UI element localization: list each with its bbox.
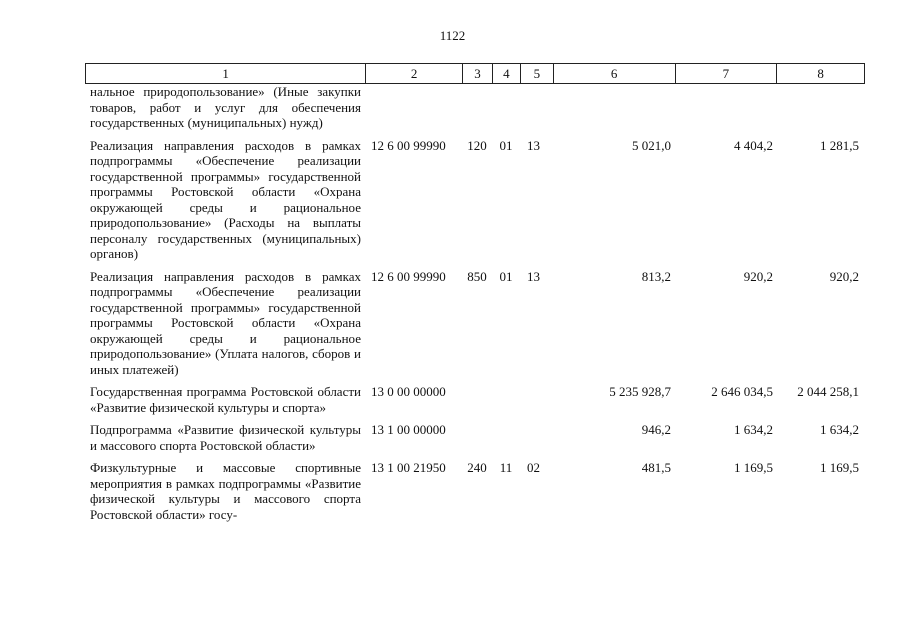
row-amount-col6: 5 021,0 xyxy=(632,137,671,153)
header-col-1: 1 xyxy=(222,66,229,81)
row-description: Реализация направления расходов в рамках подпрограммы «Обеспечение реализации государственной программы» государственной программы Ростовской области «Охрана окружающей среды и рациональное природопользование» (Уплата налогов, сборов и иных платежей) xyxy=(90,268,361,377)
row-description: Государственная программа Ростовской области «Развитие физической культуры и спорта» xyxy=(90,384,361,415)
budget-table xyxy=(85,63,865,522)
row-section: 11 xyxy=(499,460,513,475)
row-amount-col6: 481,5 xyxy=(641,460,671,475)
row-description: Физкультурные и массовые спортивные мероприятия в рамках подпрограммы «Развитие физической культуры и массового спорта Ростовской области» госу- xyxy=(90,460,361,522)
row-target-code: 13 1 00 21950 xyxy=(371,460,446,475)
table-row xyxy=(85,384,865,415)
row-amount-col8: 1 169,5 xyxy=(820,460,859,475)
row-amount-col8: 1 281,5 xyxy=(820,137,859,153)
row-section: 01 xyxy=(499,268,513,284)
header-col-5: 5 xyxy=(520,64,553,83)
table-row xyxy=(85,269,865,378)
table-row xyxy=(85,138,865,262)
row-amount-col6: 5 235 928,7 xyxy=(609,384,671,399)
row-target-code: 12 6 00 99990 xyxy=(371,137,446,153)
table-row xyxy=(85,84,865,131)
row-subsection: 13 xyxy=(527,268,540,284)
row-amount-col7: 2 646 034,5 xyxy=(711,384,773,399)
row-description: Реализация направления расходов в рамках подпрограммы «Обеспечение реализации государственной программы» государственной программы Ростовской области «Охрана окружающей среды и рациональное природопользование» (Расходы на выплаты персоналу государственных (муниципальных) органов) xyxy=(90,137,361,261)
row-expense-type: 120 xyxy=(467,137,487,153)
page-number: 1122 xyxy=(439,28,466,43)
row-target-code: 13 0 00 00000 xyxy=(371,384,446,399)
row-amount-col7: 1 634,2 xyxy=(734,422,773,437)
row-description: нальное природопользование» (Иные закупки товаров, работ и услуг для обеспечения государственных (муниципальных) нужд) xyxy=(90,84,361,130)
header-col-7: 7 xyxy=(675,64,777,83)
row-expense-type: 850 xyxy=(467,268,487,284)
row-amount-col7: 1 169,5 xyxy=(734,460,773,475)
header-col-3: 3 xyxy=(462,64,492,83)
header-col-6: 6 xyxy=(553,64,675,83)
row-section: 01 xyxy=(499,137,513,153)
row-amount-col7: 4 404,2 xyxy=(734,137,773,153)
header-col-4: 4 xyxy=(492,64,520,83)
table-row xyxy=(85,460,865,522)
row-description: Подпрограмма «Развитие физической культуры и массового спорта Ростовской области» xyxy=(90,422,361,453)
table-header xyxy=(85,63,865,84)
row-target-code: 12 6 00 99990 xyxy=(371,268,446,284)
table-row xyxy=(85,422,865,453)
row-amount-col8: 920,2 xyxy=(829,268,859,284)
header-col-8: 8 xyxy=(776,64,864,83)
row-amount-col6: 946,2 xyxy=(641,422,671,437)
row-expense-type: 240 xyxy=(467,460,487,475)
row-amount-col6: 813,2 xyxy=(641,268,671,284)
row-amount-col7: 920,2 xyxy=(743,268,773,284)
row-amount-col8: 1 634,2 xyxy=(820,422,859,437)
row-subsection: 02 xyxy=(527,460,540,475)
row-subsection: 13 xyxy=(527,137,540,153)
header-col-2: 2 xyxy=(365,64,462,83)
row-amount-col8: 2 044 258,1 xyxy=(797,384,859,399)
row-target-code: 13 1 00 00000 xyxy=(371,422,446,437)
